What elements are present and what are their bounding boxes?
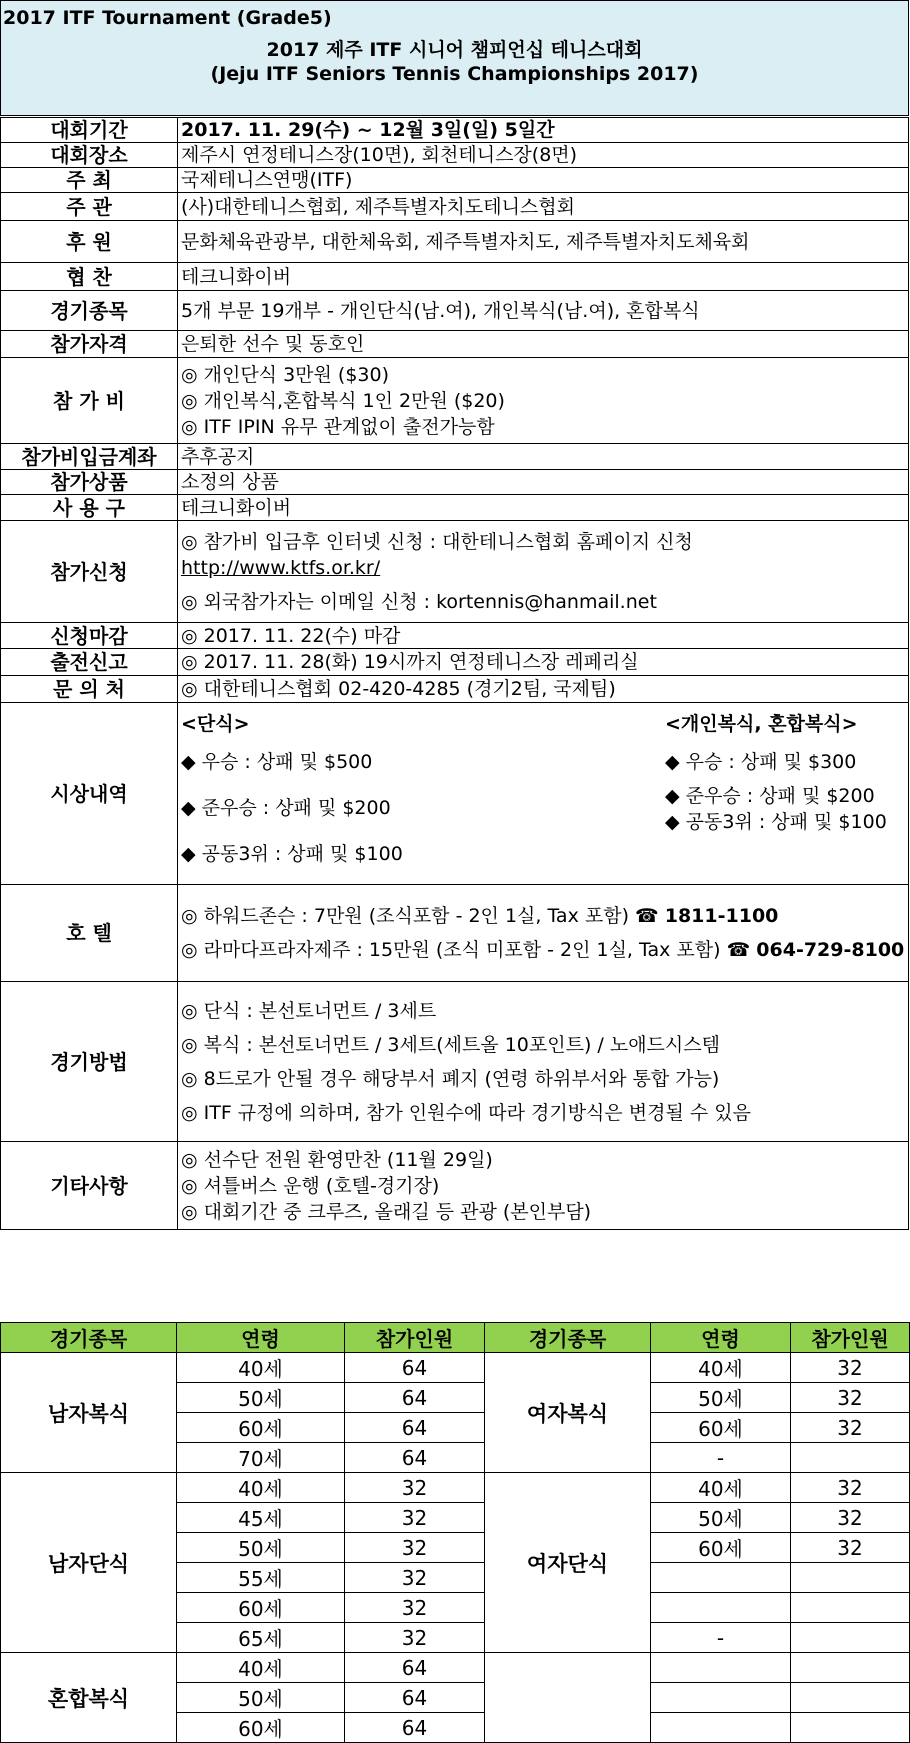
- entries-table: [0, 1322, 910, 1743]
- award-item: ◆ 공동3위 : 상패 및 $100: [181, 842, 403, 865]
- value-host: 국제테니스연맹(ITF): [178, 168, 909, 193]
- table-row: [1, 1653, 910, 1683]
- row-ball: [1, 495, 909, 521]
- apply-line: ◎ 참가비 입금후 인터넷 신청 : 대한테니스협회 홈페이지 신청: [181, 530, 693, 553]
- age-cell: 40세: [651, 1353, 791, 1383]
- label-contact: 문 의 처: [1, 676, 178, 703]
- hotel-phone: 1811-1100: [664, 905, 779, 927]
- table-row: [1, 1473, 910, 1503]
- count-cell: 64: [345, 1653, 485, 1683]
- row-organizer: [1, 193, 909, 221]
- value-contact: ◎ 대한테니스협회 02-420-4285 (경기2팀, 국제팀): [178, 676, 909, 703]
- hotel-phone: 064-729-8100: [756, 939, 905, 961]
- age-cell: 70세: [177, 1443, 345, 1473]
- label-period: 대회기간: [1, 118, 178, 143]
- row-support: [1, 263, 909, 291]
- fee-line: ◎ ITF IPIN 유무 관계없이 출전가능함: [181, 415, 495, 438]
- entries-header-row: [1, 1323, 910, 1353]
- value-organizer: (사)대한테니스협회, 제주특별자치도테니스협회: [178, 193, 909, 221]
- award-item: ◆ 공동3위 : 상패 및 $100: [665, 810, 887, 833]
- row-fee: [1, 358, 909, 444]
- count-cell: [791, 1713, 910, 1743]
- count-cell: 32: [791, 1533, 910, 1563]
- value-method: [178, 982, 909, 1142]
- etc-line: ◎ 대회기간 중 크루즈, 올래길 등 관광 (본인부담): [181, 1200, 592, 1223]
- age-cell: 55세: [177, 1563, 345, 1593]
- col-header: 경기종목: [485, 1323, 651, 1353]
- award-item: ◆ 준우승 : 상패 및 $200: [181, 796, 391, 819]
- tournament-info-table: [0, 117, 909, 1230]
- label-fee: 참 가 비: [1, 358, 178, 444]
- count-cell: [791, 1683, 910, 1713]
- age-cell: 40세: [177, 1653, 345, 1683]
- age-cell: 50세: [651, 1503, 791, 1533]
- count-cell: 32: [791, 1413, 910, 1443]
- table-row: [1, 1353, 910, 1383]
- row-events: [1, 291, 909, 331]
- row-method: [1, 982, 909, 1142]
- row-sponsor: [1, 221, 909, 263]
- row-venue: [1, 143, 909, 168]
- value-fee: [178, 358, 909, 444]
- value-sponsor: 문화체육관광부, 대한체육회, 제주특별자치도, 제주특별자치도체육회: [178, 221, 909, 263]
- row-etc: [1, 1142, 909, 1230]
- empty-cell: [485, 1653, 651, 1743]
- value-ball: 테크니화이버: [178, 495, 909, 521]
- value-venue: 제주시 연정테니스장(10면), 회천테니스장(8면): [178, 143, 909, 168]
- value-eligibility: 은퇴한 선수 및 동호인: [178, 331, 909, 358]
- age-cell: 60세: [651, 1413, 791, 1443]
- age-cell: 60세: [177, 1713, 345, 1743]
- age-cell: -: [651, 1623, 791, 1653]
- value-period: 2017. 11. 29(수) ~ 12월 3일(일) 5일간: [178, 118, 909, 143]
- value-events: 5개 부문 19개부 - 개인단식(남.여), 개인복식(남.여), 혼합복식: [178, 291, 909, 331]
- ktfs-homepage-link[interactable]: http://www.ktfs.or.kr/: [181, 556, 381, 579]
- value-apply: [178, 521, 909, 623]
- age-cell: [651, 1683, 791, 1713]
- hotel-item: ◎ 라마다프라자제주 : 15만원 (조식 미포함 - 2인 1실, Tax 포함) ☎: [181, 939, 751, 961]
- count-cell: 32: [345, 1593, 485, 1623]
- col-header: 연령: [651, 1323, 791, 1353]
- value-account: 추후공지: [178, 444, 909, 470]
- row-period: [1, 118, 909, 143]
- age-cell: 60세: [177, 1413, 345, 1443]
- age-cell: 40세: [177, 1353, 345, 1383]
- row-apply: [1, 521, 909, 623]
- age-cell: [651, 1593, 791, 1623]
- label-apply: 참가신청: [1, 521, 178, 623]
- row-contact: [1, 676, 909, 703]
- value-etc: [178, 1142, 909, 1230]
- label-host: 주 최: [1, 168, 178, 193]
- method-line: ◎ 복식 : 본선토너먼트 / 3세트(세트올 10포인트) / 노애드시스템: [181, 1033, 720, 1056]
- award-item: ◆ 우승 : 상패 및 $300: [665, 750, 857, 773]
- age-cell: 60세: [177, 1593, 345, 1623]
- label-awards: 시상내역: [1, 703, 178, 885]
- age-cell: 50세: [651, 1383, 791, 1413]
- group-men-singles: 남자단식: [1, 1473, 177, 1653]
- age-cell: 40세: [651, 1473, 791, 1503]
- count-cell: 64: [345, 1713, 485, 1743]
- label-deadline: 신청마감: [1, 623, 178, 649]
- label-events: 경기종목: [1, 291, 178, 331]
- label-sponsor: 후 원: [1, 221, 178, 263]
- row-account: [1, 444, 909, 470]
- award-item: ◆ 우승 : 상패 및 $500: [181, 750, 373, 773]
- count-cell: [791, 1563, 910, 1593]
- row-awards: [1, 703, 909, 885]
- apply-line: ◎ 외국참가자는 이메일 신청 : kortennis@hanmail.net: [181, 590, 657, 613]
- count-cell: 32: [345, 1473, 485, 1503]
- count-cell: 32: [345, 1533, 485, 1563]
- label-signin: 출전신고: [1, 649, 178, 676]
- value-deadline: ◎ 2017. 11. 22(수) 마감: [178, 623, 909, 649]
- count-cell: 32: [345, 1563, 485, 1593]
- award-item: ◆ 준우승 : 상패 및 $200: [665, 784, 875, 807]
- count-cell: [791, 1623, 910, 1653]
- count-cell: 64: [345, 1383, 485, 1413]
- fee-line: ◎ 개인복식,혼합복식 1인 2만원 ($20): [181, 389, 505, 412]
- age-cell: 50세: [177, 1683, 345, 1713]
- method-line: ◎ ITF 규정에 의하며, 참가 인원수에 따라 경기방식은 변경될 수 있음: [181, 1101, 752, 1124]
- row-eligibility: [1, 331, 909, 358]
- group-women-doubles: 여자복식: [485, 1353, 651, 1473]
- row-gift: [1, 470, 909, 495]
- awards-singles-heading: <단식>: [181, 712, 250, 735]
- fee-line: ◎ 개인단식 3만원 ($30): [181, 363, 390, 386]
- label-hotel: 호 텔: [1, 885, 178, 982]
- label-etc: 기타사항: [1, 1142, 178, 1230]
- count-cell: 64: [345, 1443, 485, 1473]
- awards-singles: [181, 713, 561, 875]
- row-deadline: [1, 623, 909, 649]
- age-cell: [651, 1713, 791, 1743]
- row-signin: [1, 649, 909, 676]
- title-english: (Jeju ITF Seniors Tennis Championships 2017): [210, 63, 699, 85]
- group-men-doubles: 남자복식: [1, 1353, 177, 1473]
- tournament-grade: 2017 ITF Tournament (Grade5): [3, 7, 332, 29]
- method-line: ◎ 8드로가 안될 경우 해당부서 폐지 (연령 하위부서와 통합 가능): [181, 1067, 720, 1090]
- count-cell: 64: [345, 1683, 485, 1713]
- awards-doubles-heading: <개인복식, 혼합복식>: [665, 712, 858, 735]
- age-cell: 60세: [651, 1533, 791, 1563]
- label-method: 경기방법: [1, 982, 178, 1142]
- value-hotel: [178, 885, 909, 982]
- count-cell: [791, 1443, 910, 1473]
- age-cell: [651, 1563, 791, 1593]
- label-account: 참가비입금계좌: [1, 444, 178, 470]
- label-organizer: 주 관: [1, 193, 178, 221]
- age-cell: -: [651, 1443, 791, 1473]
- row-host: [1, 168, 909, 193]
- label-venue: 대회장소: [1, 143, 178, 168]
- age-cell: 50세: [177, 1383, 345, 1413]
- document-header: [0, 0, 909, 116]
- etc-line: ◎ 셔틀버스 운행 (호텔-경기장): [181, 1174, 440, 1197]
- group-women-singles: 여자단식: [485, 1473, 651, 1653]
- label-ball: 사 용 구: [1, 495, 178, 521]
- col-header: 참가인원: [345, 1323, 485, 1353]
- row-hotel: [1, 885, 909, 982]
- age-cell: 40세: [177, 1473, 345, 1503]
- value-support: 테크니화이버: [178, 263, 909, 291]
- etc-line: ◎ 선수단 전원 환영만찬 (11월 29일): [181, 1148, 493, 1171]
- label-gift: 참가상품: [1, 470, 178, 495]
- title-korean: 2017 제주 ITF 시니어 챔피언십 테니스대회: [266, 39, 643, 61]
- count-cell: 64: [345, 1413, 485, 1443]
- label-eligibility: 참가자격: [1, 331, 178, 358]
- value-signin: ◎ 2017. 11. 28(화) 19시까지 연정테니스장 레페리실: [178, 649, 909, 676]
- col-header: 참가인원: [791, 1323, 910, 1353]
- age-cell: 50세: [177, 1533, 345, 1563]
- count-cell: 32: [345, 1503, 485, 1533]
- count-cell: 32: [791, 1503, 910, 1533]
- count-cell: 32: [345, 1623, 485, 1653]
- age-cell: 45세: [177, 1503, 345, 1533]
- count-cell: 64: [345, 1353, 485, 1383]
- count-cell: [791, 1593, 910, 1623]
- value-gift: 소정의 상품: [178, 470, 909, 495]
- count-cell: 32: [791, 1383, 910, 1413]
- age-cell: [651, 1653, 791, 1683]
- awards-doubles: [665, 713, 905, 875]
- label-support: 협 찬: [1, 263, 178, 291]
- count-cell: [791, 1653, 910, 1683]
- hotel-item: ◎ 하워드존슨 : 7만원 (조식포함 - 2인 1실, Tax 포함) ☎: [181, 905, 659, 927]
- count-cell: 32: [791, 1353, 910, 1383]
- count-cell: 32: [791, 1473, 910, 1503]
- group-mixed-doubles: 혼합복식: [1, 1653, 177, 1743]
- col-header: 연령: [177, 1323, 345, 1353]
- value-awards: [178, 703, 909, 885]
- age-cell: 65세: [177, 1623, 345, 1653]
- col-header: 경기종목: [1, 1323, 177, 1353]
- method-line: ◎ 단식 : 본선토너먼트 / 3세트: [181, 999, 437, 1022]
